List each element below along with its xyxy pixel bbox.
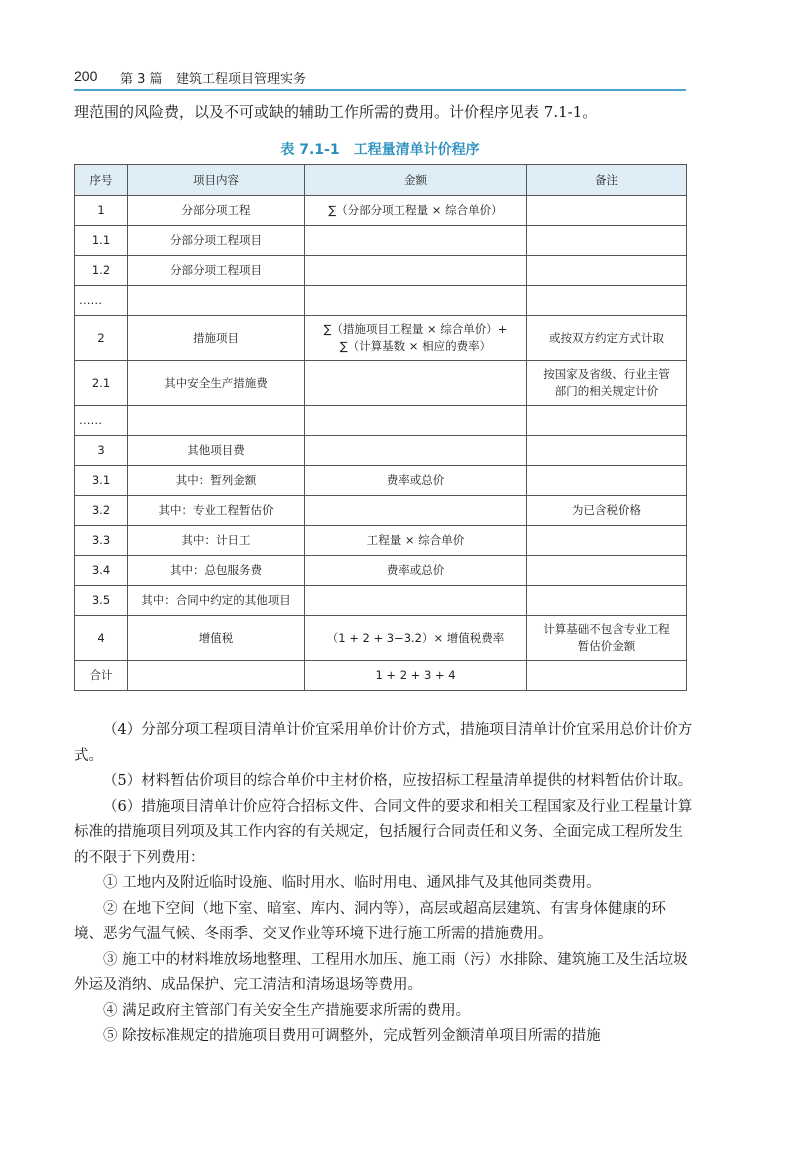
cell-item: 其中：暂列金额 [128,466,305,496]
cell-no: …… [75,286,128,316]
cell-item: 分部分项工程 [128,196,305,226]
cell-no: 3.4 [75,556,128,586]
cell-note [527,466,687,496]
table-row [75,256,687,286]
table-row [75,406,687,436]
table-row [75,286,687,316]
cell-amount [305,406,527,436]
cell-note [527,661,687,691]
cell-note [527,286,687,316]
cell-item: 增值税 [128,616,305,661]
list-item: ② 在地下空间（地下室、暗室、库内、洞内等），高层或超高层建筑、有害身体健康的环境、恶劣气温气候、冬雨季、交叉作业等环境下进行施工所需的措施费用。 [74,900,666,942]
table-row [75,556,687,586]
cell-item: 其中：总包服务费 [128,556,305,586]
table-caption: 表 7.1-1 工程量清单计价程序 [280,142,480,158]
cell-amount [305,226,527,256]
page-number: 200 [74,68,98,84]
cell-amount [305,316,527,361]
cell-note-line: 部门的相关规定计价 [554,384,659,398]
cell-amount [305,256,527,286]
pricing-procedure-table [74,164,687,691]
table-row [75,496,687,526]
cell-item: 分部分项工程项目 [128,226,305,256]
table-row [75,436,687,466]
col-header-no: 序号 [75,165,128,196]
cell-note [527,616,687,661]
cell-amount: （1 + 2 + 3−3.2）× 增值税费率 [305,616,527,661]
table-row [75,466,687,496]
cell-no: 2 [75,316,128,361]
cell-amount-line: ∑（措施项目工程量 × 综合单价）+ [323,322,508,336]
body-text [74,718,694,1050]
cell-no: 3 [75,436,128,466]
cell-item [128,406,305,436]
paragraph: （4）分部分项工程项目清单计价宜采用单价计价方式，措施项目清单计价宜采用总价计价方式。 [74,722,693,764]
list-item: ① 工地内及附近临时设施、临时用水、临时用电、通风排气及其他同类费用。 [103,875,601,891]
cell-amount-line: ∑（计算基数 × 相应的费率） [339,339,492,353]
cell-item [128,661,305,691]
cell-item: 措施项目 [128,316,305,361]
table-header-row [75,165,687,196]
cell-note [527,256,687,286]
cell-note [527,586,687,616]
table-row [75,526,687,556]
cell-note: 或按双方约定方式计取 [527,316,687,361]
cell-no: 1 [75,196,128,226]
table-row [75,196,687,226]
paragraph: （5）材料暂估价项目的综合单价中主材价格，应按招标工程量清单提供的材料暂估价计取。 [103,773,693,789]
cell-amount: 费率或总价 [305,466,527,496]
cell-no: 3.5 [75,586,128,616]
col-header-note: 备注 [527,165,687,196]
cell-amount [305,496,527,526]
cell-note: 为已含税价格 [527,496,687,526]
header-divider [74,89,686,91]
col-header-amount: 金额 [305,165,527,196]
cell-no: 3.3 [75,526,128,556]
cell-note [527,436,687,466]
table-row [75,226,687,256]
cell-amount [305,286,527,316]
table-row [75,616,687,661]
cell-item: 其中安全生产措施费 [128,361,305,406]
cell-note [527,526,687,556]
cell-item [128,286,305,316]
cell-no: 2.1 [75,361,128,406]
table-total-row [75,661,687,691]
table-row [75,586,687,616]
cell-note-line: 计算基础不包含专业工程 [543,622,670,636]
cell-no: 4 [75,616,128,661]
cell-amount [305,586,527,616]
cell-amount [305,361,527,406]
cell-note [527,226,687,256]
table-row [75,361,687,406]
cell-no: …… [75,406,128,436]
paragraph: （6）措施项目清单计价应符合招标文件、合同文件的要求和相关工程国家及行业工程量计算标准的措施项目列项及其工作内容的有关规定，包括履行合同责任和义务、全面完成工程所发生的不限于下列费用： [74,798,693,866]
cell-note-line: 按国家及省级、行业主管 [543,367,670,381]
cell-note-line: 暂估价金额 [577,639,636,653]
list-item: ③ 施工中的材料堆放场地整理、工程用水加压、施工雨（污）水排除、建筑施工及生活垃圾外运及消纳、成品保护、完工清洁和清场退场等费用。 [74,951,688,993]
cell-item: 其中：合同中约定的其他项目 [128,586,305,616]
col-header-item: 项目内容 [128,165,305,196]
cell-no: 1.2 [75,256,128,286]
list-item: ⑤ 除按标准规定的措施项目费用可调整外，完成暂列金额清单项目所需的措施 [103,1028,601,1044]
cell-amount: 工程量 × 综合单价 [305,526,527,556]
cell-amount: 费率或总价 [305,556,527,586]
cell-no: 3.2 [75,496,128,526]
cell-note [527,556,687,586]
cell-item: 其中：专业工程暂估价 [128,496,305,526]
table-row [75,316,687,361]
cell-no: 合计 [75,661,128,691]
intro-paragraph: 理范围的风险费，以及不可或缺的辅助工作所需的费用。计价程序见表 7.1-1。 [74,103,598,121]
list-item: ④ 满足政府主管部门有关安全生产措施要求所需的费用。 [103,1002,471,1019]
cell-item: 其中：计日工 [128,526,305,556]
cell-amount: 1 + 2 + 3 + 4 [305,661,527,691]
cell-item: 其他项目费 [128,436,305,466]
cell-item: 分部分项工程项目 [128,256,305,286]
cell-note [527,406,687,436]
running-header [74,66,686,88]
section-label: 第 3 篇 [120,72,163,87]
cell-no: 1.1 [75,226,128,256]
chapter-title: 建筑工程项目管理实务 [176,72,307,87]
cell-no: 3.1 [75,466,128,496]
cell-note [527,361,687,406]
cell-amount [305,436,527,466]
cell-amount: ∑（分部分项工程量 × 综合单价） [305,196,527,226]
cell-note [527,196,687,226]
